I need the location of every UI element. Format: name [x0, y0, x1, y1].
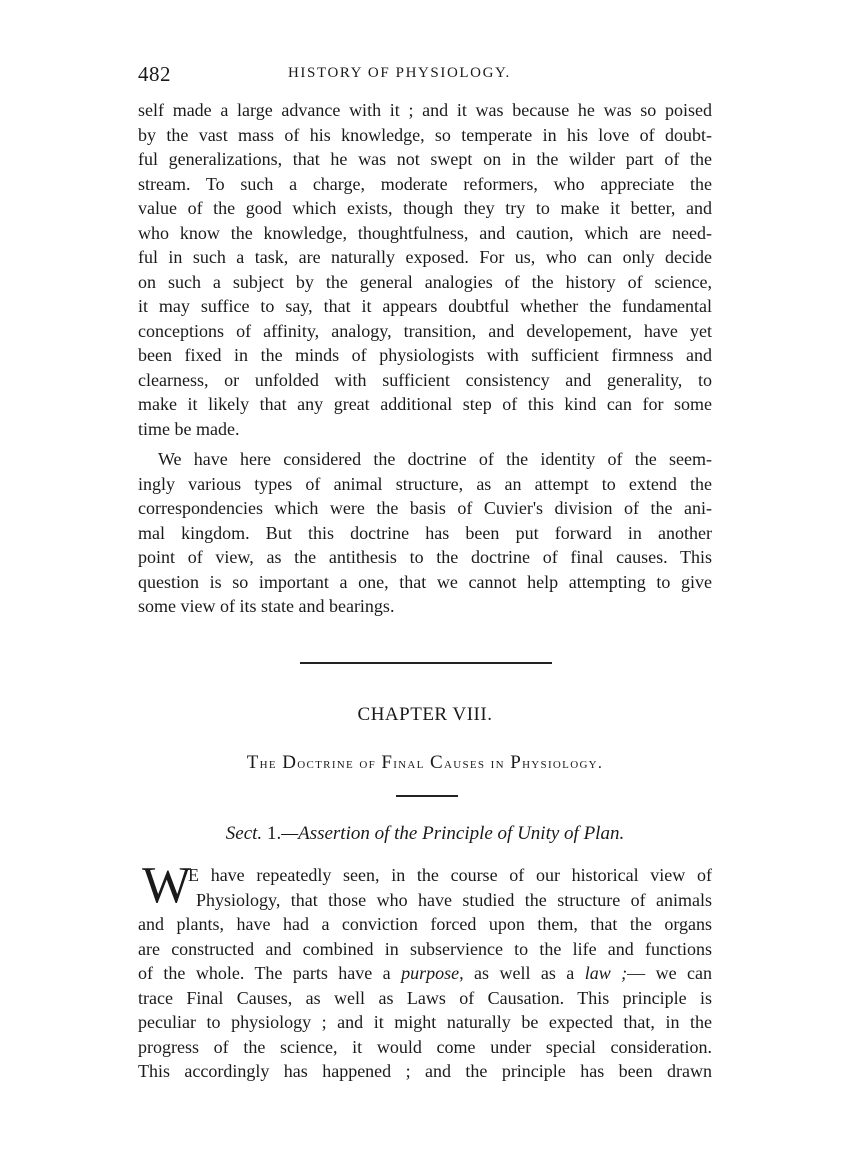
text-line: point of view, as the antithesis to the doctrine of final causes. This [138, 547, 712, 567]
opening-paragraph [138, 857, 712, 1084]
emphasis: law ; [584, 963, 628, 983]
text-line: clearness, or unfolded with sufficient consistency and generality, to [138, 369, 712, 390]
short-divider [396, 795, 458, 797]
paragraph-continued [138, 98, 712, 441]
text-line: trace Final Causes, as well as Laws of Causation. This principle is [138, 987, 712, 1008]
section-title: —Assertion of the Principle of Unity of Plan. [281, 823, 625, 844]
text-line: are constructed and combined in subservience to the life and functions [138, 938, 712, 959]
text-line: time be made. [138, 418, 240, 439]
text-line: Physiology, that those who have studied the structure of animals [196, 889, 712, 910]
title-word: auses [444, 755, 486, 772]
chapter-title [138, 752, 712, 774]
text-line: make it likely that any great additional step of this kind can for some [138, 394, 712, 414]
text-line: on such a subject by the general analogies of the history of science, [138, 271, 712, 292]
section-divider [300, 662, 552, 664]
text-span: — we can [627, 963, 712, 983]
text-span: of the whole. The parts have a [138, 963, 402, 983]
text-line: We have here considered the doctrine of the identity of the seem- [158, 449, 712, 469]
running-header [138, 62, 712, 88]
text-line [138, 961, 712, 986]
text-line: value of the good which exists, though they try to make it better, and [138, 198, 712, 218]
text-line: E have repeatedly seen, in the course of our historical view of [188, 865, 712, 885]
text-line: ful in such a task, are naturally exposed. For us, who can only decide [138, 247, 712, 267]
title-word: he [259, 755, 277, 772]
text-line: and plants, have had a conviction forced upon them, that the organs [138, 914, 712, 934]
title-word: octrine [297, 755, 355, 772]
title-initial: D [282, 752, 298, 773]
page-number: 482 [138, 62, 171, 86]
title-word: of [359, 755, 377, 772]
text-line: conceptions of affinity, analogy, transition, and developement, have yet [138, 320, 712, 341]
title-initial: T [246, 752, 260, 773]
title-initial: C [430, 752, 444, 773]
section-number: 1. [266, 823, 282, 844]
text-line: progress of the science, it would come under special consideration. [138, 1036, 712, 1057]
text-line: This accordingly has happened ; and the principle has been drawn [138, 1061, 712, 1081]
text-line: self made a large advance with it ; and it was because he was so poised [138, 100, 712, 120]
section-heading [138, 823, 712, 845]
drop-cap: W [142, 857, 192, 914]
title-initial: F [381, 752, 394, 773]
text-line: by the vast mass of his knowledge, so temperate in his love of doubt- [138, 124, 712, 145]
text-line: question is so important a one, that we cannot help attempting to give [138, 571, 712, 592]
section-label: Sect. [225, 823, 263, 844]
title-word: inal [393, 755, 425, 772]
paragraph [138, 447, 712, 619]
text-line: peculiar to physiology ; and it might naturally be expected that, in the [138, 1012, 712, 1032]
text-span: as well as a [463, 963, 585, 983]
text-line: ingly various types of animal structure, as an attempt to extend the [138, 473, 712, 494]
text-line: stream. To such a charge, moderate reformers, who appreciate the [138, 173, 712, 194]
running-title: HISTORY OF PHYSIOLOGY. [288, 65, 511, 81]
title-word: hysiology. [522, 755, 604, 772]
text-line: it may suffice to say, that it appears doubtful whether the fundamental [138, 296, 712, 316]
emphasis: purpose, [401, 963, 464, 983]
title-word: in [490, 755, 505, 772]
text-line: been fixed in the minds of physiologists with sufficient firmness and [138, 345, 712, 365]
title-initial: P [510, 752, 523, 773]
text-line: who know the knowledge, thoughtfulness, and caution, which are need- [138, 222, 712, 243]
text-line: mal kingdom. But this doctrine has been put forward in another [138, 522, 712, 543]
text-line: ful generalizations, that he was not swept on in the wilder part of the [138, 149, 712, 169]
chapter-number: CHAPTER VIII. [357, 704, 493, 725]
text-line: correspondencies which were the basis of Cuvier's division of the ani- [138, 498, 712, 518]
text-line: some view of its state and bearings. [138, 596, 395, 616]
